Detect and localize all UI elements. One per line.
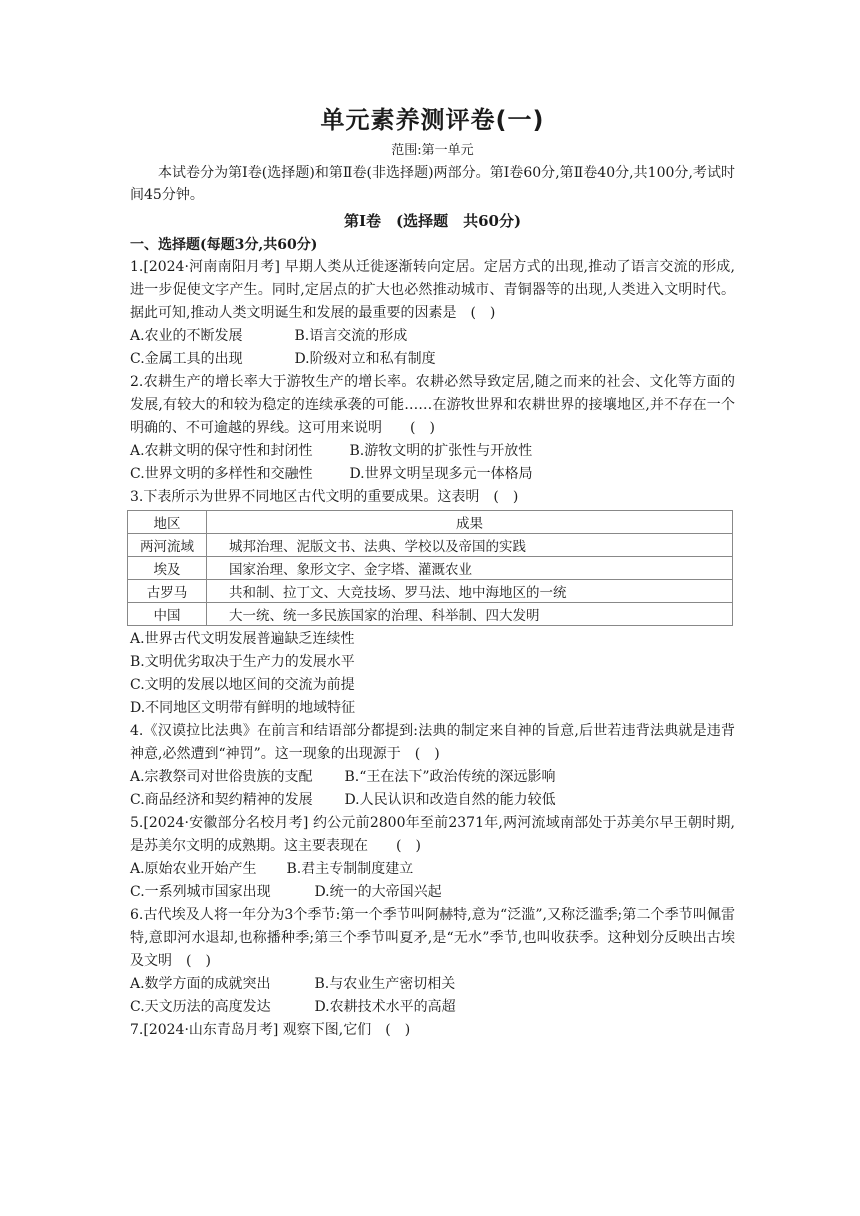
option-a: A.宗教祭司对世俗贵族的支配	[130, 769, 313, 785]
table-header-region: 地区	[128, 511, 207, 534]
section-heading: 第Ⅰ卷 (选择题 共60分)	[343, 212, 522, 230]
table-row	[128, 603, 733, 626]
table-header-row	[128, 511, 733, 534]
part-heading: 一、选择题(每题3分,共60分)	[130, 237, 318, 253]
question-stem: 2.农耕生产的增长率大于游牧生产的增长率。农耕必然导致定居,随之而来的社会、文化等方面的发展,有较大的和较为稳定的连续承袭的可能……在游牧世界和农耕世界的接壤地区,并不存在一个明确的、不可逾越的界线。这可用来说明 ( )	[130, 374, 735, 436]
option-c: C.一系列城市国家出现	[130, 884, 271, 900]
table-cell-region: 两河流域	[128, 534, 207, 557]
option-a: A.原始农业开始产生	[130, 861, 257, 877]
exam-scope: 范围:第一单元	[391, 143, 474, 158]
option-c: C.天文历法的高度发达	[130, 999, 271, 1015]
option-b: B.君主专制制度建立	[286, 861, 414, 877]
question-stem: 3.下表所示为世界不同地区古代文明的重要成果。这表明 ( )	[130, 489, 519, 505]
table-cell-region: 古罗马	[128, 580, 207, 603]
question-7	[130, 1019, 735, 1042]
question-stem: 4.《汉谟拉比法典》在前言和结语部分都提到:法典的制定来自神的旨意,后世若违背法典就是违背神意,必然遭到“神罚”。这一现象的出现源于 ( )	[130, 723, 735, 762]
table-header-achievements: 成果	[207, 511, 733, 534]
option-a: A.世界古代文明发展普遍缺乏连续性	[130, 631, 355, 647]
table-cell-achievements: 大一统、统一多民族国家的治理、科举制、四大发明	[207, 603, 733, 626]
exam-title: 单元素养测评卷(一)	[320, 106, 545, 134]
option-d: D.人民认识和改造自然的能力较低	[344, 792, 556, 808]
question-2	[130, 371, 735, 486]
exam-page	[130, 100, 735, 1042]
option-b: B.文明优劣取决于生产力的发展水平	[130, 654, 355, 670]
option-c: C.世界文明的多样性和交融性	[130, 466, 313, 482]
option-b: B.语言交流的形成	[294, 328, 408, 344]
question-stem: 7.[2024·山东青岛月考] 观察下图,它们 ( )	[130, 1022, 411, 1038]
table-cell-region: 中国	[128, 603, 207, 626]
option-b: B.游牧文明的扩张性与开放性	[349, 443, 533, 459]
table-row	[128, 534, 733, 557]
question-stem: 1.[2024·河南南阳月考] 早期人类从迁徙逐渐转向定居。定居方式的出现,推动了语言交流的形成,进一步促使文字产生。同时,定居点的扩大也必然推动城市、青铜器等的出现,人类进入文明时代。据此可知,推动人类文明诞生和发展的最重要的因素是 ( )	[130, 259, 735, 321]
question-5	[130, 812, 735, 904]
option-c: C.金属工具的出现	[130, 351, 243, 367]
option-c: C.文明的发展以地区间的交流为前提	[130, 677, 355, 693]
option-d: D.农耕技术水平的高超	[314, 999, 456, 1015]
option-a: A.数学方面的成就突出	[130, 976, 271, 992]
question-stem: 5.[2024·安徽部分名校月考] 约公元前2800年至前2371年,两河流域南部处于苏美尔早王朝时期,是苏美尔文明的成熟期。这主要表现在 ( )	[130, 815, 735, 854]
table-cell-region: 埃及	[128, 557, 207, 580]
question-4	[130, 720, 735, 812]
table-row	[128, 580, 733, 603]
option-d: D.阶级对立和私有制度	[294, 351, 436, 367]
exam-intro: 本试卷分为第Ⅰ卷(选择题)和第Ⅱ卷(非选择题)两部分。第Ⅰ卷60分,第Ⅱ卷40分,共100分,考试时间45分钟。	[130, 165, 735, 203]
option-d: D.统一的大帝国兴起	[314, 884, 442, 900]
option-a: A.农耕文明的保守性和封闭性	[130, 443, 313, 459]
option-d: D.世界文明呈现多元一体格局	[349, 466, 533, 482]
option-c: C.商品经济和契约精神的发展	[130, 792, 313, 808]
table-cell-achievements: 共和制、拉丁文、大竞技场、罗马法、地中海地区的一统	[207, 580, 733, 603]
option-b: B.与农业生产密切相关	[314, 976, 456, 992]
option-a: A.农业的不断发展	[130, 328, 243, 344]
option-b: B.“王在法下”政治传统的深远影响	[344, 769, 556, 785]
results-table	[127, 510, 733, 626]
option-d: D.不同地区文明带有鲜明的地域特征	[130, 700, 356, 716]
question-1	[130, 256, 735, 371]
question-3	[130, 486, 735, 720]
table-cell-achievements: 国家治理、象形文字、金字塔、灌溉农业	[207, 557, 733, 580]
table-cell-achievements: 城邦治理、泥版文书、法典、学校以及帝国的实践	[207, 534, 733, 557]
table-row	[128, 557, 733, 580]
question-stem: 6.古代埃及人将一年分为3个季节:第一个季节叫阿赫特,意为“泛滥”,又称泛滥季;第二个季节叫佩雷特,意即河水退却,也称播种季;第三个季节叫夏矛,是“无水”季节,也叫收获季。这种划分反映出古埃及文明 ( )	[130, 907, 735, 969]
question-6	[130, 904, 735, 1019]
